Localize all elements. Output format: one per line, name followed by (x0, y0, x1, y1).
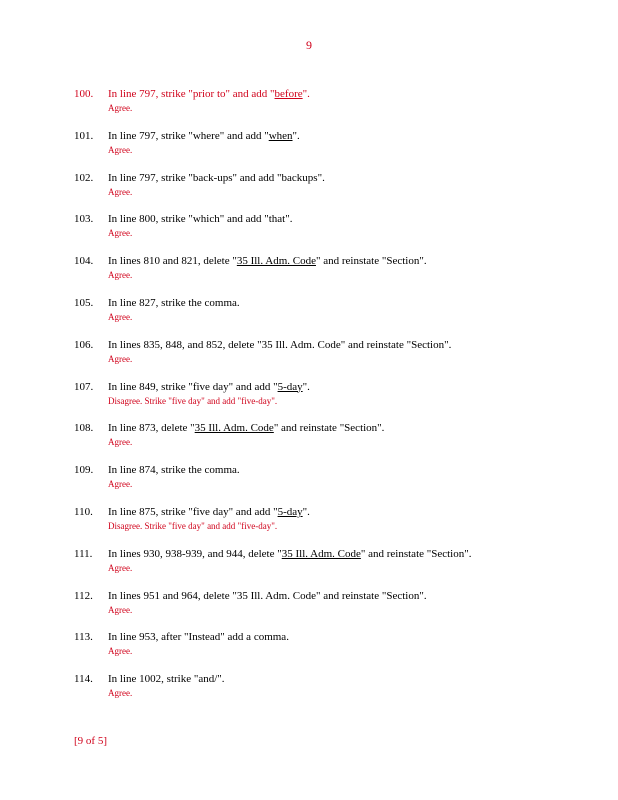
response-text: Agree. (108, 437, 133, 448)
response-text: Disagree. Strike "five day" and add "five-day". (108, 395, 278, 406)
list-item (74, 172, 594, 214)
response-text: Agree. (108, 311, 133, 322)
item-number: 100. (74, 88, 94, 100)
response-text: Agree. (108, 270, 133, 281)
item-number: 107. (74, 380, 94, 393)
item-text (108, 548, 471, 560)
item-text (108, 172, 325, 184)
list-item (74, 339, 594, 381)
item-text (108, 506, 310, 518)
page-number: 9 (306, 38, 312, 52)
response-text: Agree. (108, 604, 133, 615)
item-number: 109. (74, 464, 94, 477)
item-text-after: " and reinstate "Section". (315, 255, 427, 268)
list-item (74, 255, 594, 297)
response-text: Agree. (108, 103, 133, 113)
item-text-main: In line 800, strike "which" and add "that". (108, 213, 293, 226)
item-text-main: In lines 930, 938-939, and 944, delete " (108, 547, 282, 560)
response-text: Agree. (108, 228, 133, 239)
item-number: 112. (74, 589, 93, 602)
inserted-text: 35 Ill. Adm. Code (236, 255, 316, 268)
item-number: 108. (74, 422, 94, 435)
inserted-text: 5-day (277, 505, 303, 518)
list-item (74, 422, 594, 464)
item-text-main: In line 849, strike "five day" and add " (108, 380, 278, 393)
item-text-main: In line 953, after "Instead" add a comma. (108, 631, 289, 644)
item-text-main: In line 873, delete " (108, 422, 195, 435)
item-text (108, 381, 310, 393)
list-item (74, 213, 594, 255)
item-number: 110. (74, 505, 93, 518)
list-item (74, 464, 594, 506)
list-item (74, 548, 594, 590)
item-text (108, 464, 240, 476)
item-number: 103. (74, 213, 94, 226)
amendment-list (74, 88, 594, 715)
item-text (108, 339, 451, 351)
item-text-after: ". (292, 129, 300, 142)
inserted-text: 35 Ill. Adm. Code (281, 547, 361, 560)
item-text-main: In lines 810 and 821, delete " (108, 255, 237, 268)
item-text-after: ". (302, 505, 310, 518)
item-number: 101. (74, 129, 94, 142)
list-item (74, 297, 594, 339)
item-text (108, 130, 300, 142)
inserted-text: before (274, 88, 303, 100)
list-item (74, 381, 594, 423)
item-number: 104. (74, 255, 94, 268)
item-text-after: ". (302, 380, 310, 393)
inserted-text: 35 Ill. Adm. Code (194, 422, 274, 435)
item-number: 113. (74, 631, 93, 644)
item-text (108, 590, 427, 602)
item-text-main: In line 797, strike "back-ups" and add "backups". (108, 171, 325, 184)
item-text-after: " and reinstate "Section". (273, 422, 385, 435)
response-text: Disagree. Strike "five day" and add "five-day". (108, 520, 278, 531)
item-text (108, 422, 384, 434)
item-text (108, 88, 310, 100)
item-text-main: In line 875, strike "five day" and add " (108, 505, 278, 518)
response-text: Agree. (108, 353, 133, 364)
list-item (74, 506, 594, 548)
item-text-main: In line 797, strike "prior to" and add " (108, 88, 275, 100)
list-item (74, 590, 594, 632)
item-text-main: In line 1002, strike "and/". (108, 673, 225, 686)
item-text (108, 297, 240, 309)
inserted-text: when (268, 129, 293, 142)
response-text: Agree. (108, 186, 133, 197)
item-text-main: In lines 951 and 964, delete "35 Ill. Adm. Code" and reinstate "Section". (108, 589, 427, 602)
item-number: 105. (74, 296, 94, 309)
item-text-main: In line 827, strike the comma. (108, 296, 240, 309)
inserted-text: 5-day (277, 380, 303, 393)
item-text (108, 213, 292, 225)
item-text (108, 631, 289, 643)
item-number: 111. (74, 547, 93, 560)
response-text: Agree. (108, 562, 133, 573)
item-text (108, 673, 225, 685)
page-footer: [9 of 5] (74, 735, 107, 747)
response-text: Agree. (108, 479, 133, 490)
item-text (108, 255, 427, 267)
list-item (74, 88, 594, 130)
item-text-main: In lines 835, 848, and 852, delete "35 Ill. Adm. Code" and reinstate "Section". (108, 338, 452, 351)
list-item (74, 673, 594, 715)
response-text: Agree. (108, 688, 133, 699)
item-number: 106. (74, 338, 94, 351)
item-text-main: In line 874, strike the comma. (108, 464, 240, 477)
item-number: 114. (74, 673, 93, 686)
list-item (74, 130, 594, 172)
response-text: Agree. (108, 144, 133, 155)
item-number: 102. (74, 171, 94, 184)
item-text-after: ". (302, 88, 310, 100)
item-text-after: " and reinstate "Section". (360, 547, 472, 560)
item-text-main: In line 797, strike "where" and add " (108, 129, 269, 142)
response-text: Agree. (108, 646, 133, 657)
list-item (74, 631, 594, 673)
